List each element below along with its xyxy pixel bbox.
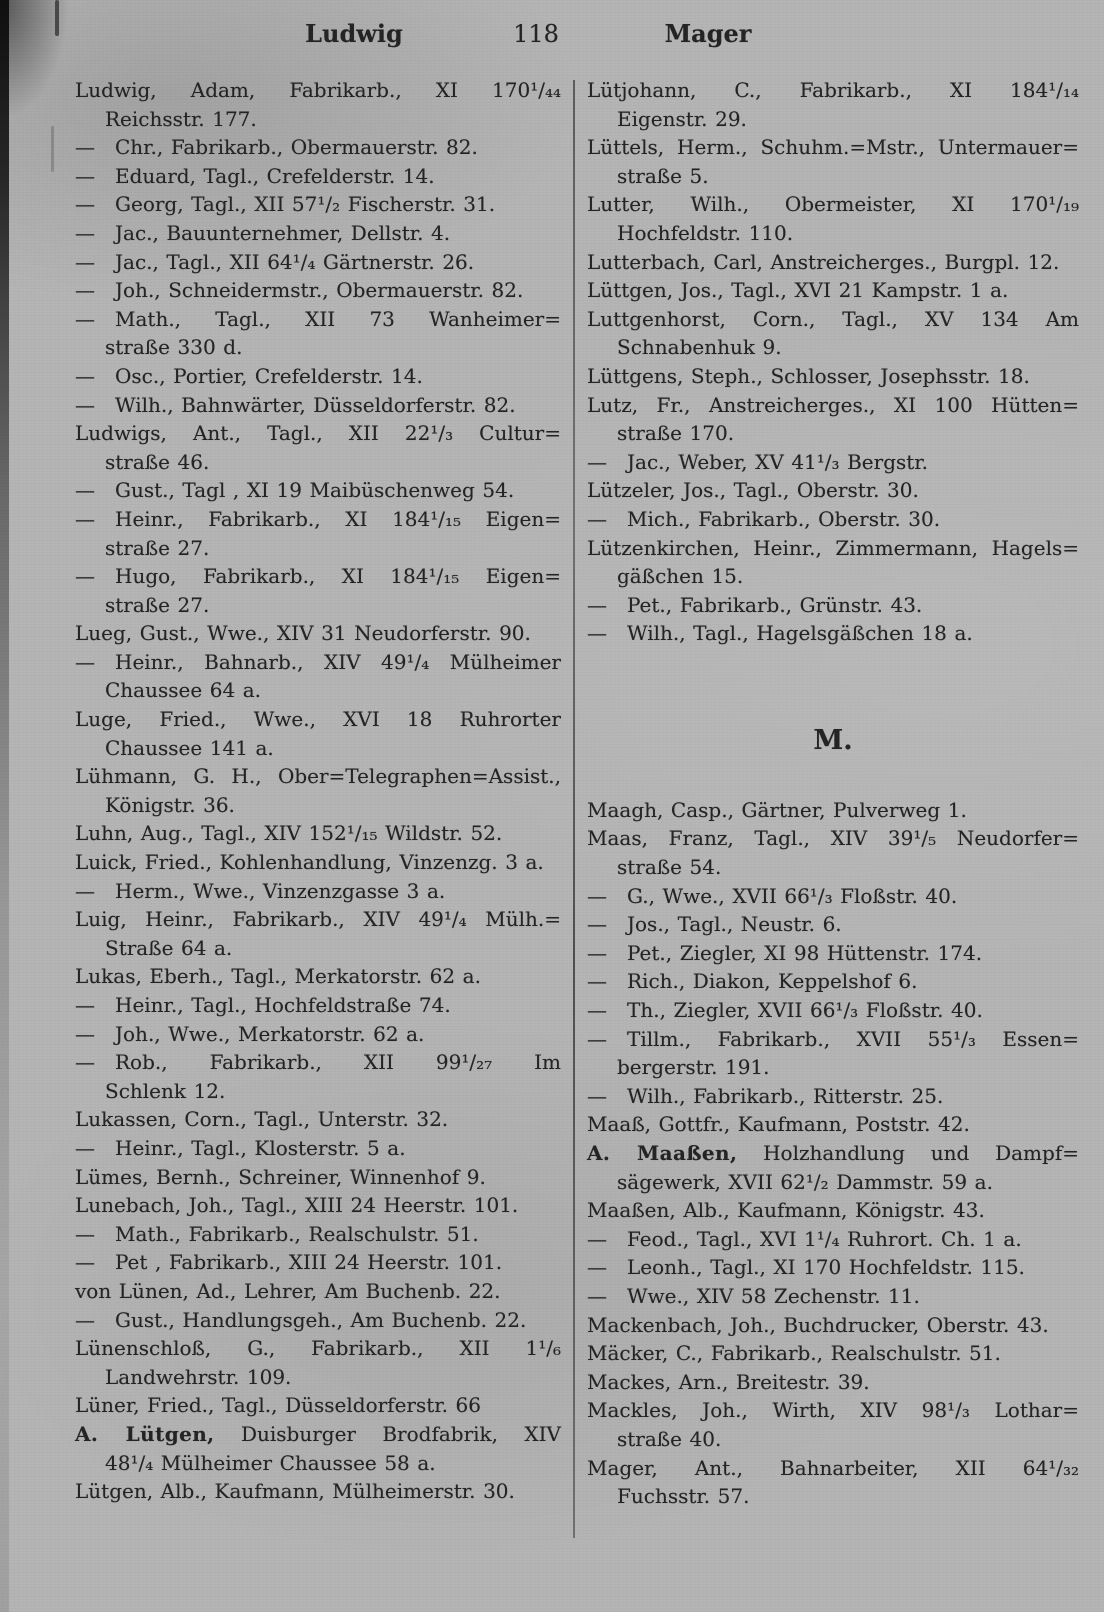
entry-line: — Tillm., Fabrikarb., XVII 55¹/₃ Essen= [587, 1026, 1079, 1051]
directory-entry [75, 1391, 561, 1420]
entry-line: — Jos., Tagl., Neustr. 6. [587, 912, 842, 937]
directory-entry [587, 1225, 1079, 1254]
directory-entry [587, 276, 1079, 305]
entry-line: straße 46. [105, 449, 210, 474]
entry-line: — Gust., Tagl , XI 19 Maibüschenweg 54. [75, 478, 515, 503]
directory-entry [75, 1477, 561, 1506]
directory-entry [587, 1253, 1079, 1282]
directory-entry [587, 1396, 1079, 1453]
entry-line: — Wilh., Tagl., Hagelsgäßchen 18 a. [587, 621, 973, 646]
entry-line: — Jac., Tagl., XII 64¹/₄ Gärtnerstr. 26. [75, 249, 475, 274]
entry-line: Lütjohann, C., Fabrikarb., XI 184¹/₁₄ [587, 78, 1079, 102]
entry-line: — Heinr., Tagl., Klosterstr. 5 a. [75, 1135, 406, 1160]
entry-line: — Math., Tagl., XII 73 Wanheimer= [75, 306, 561, 331]
scan-artifact-mark [51, 126, 54, 172]
entry-line: Landwehrstr. 109. [105, 1364, 292, 1389]
entry-line: Lueg, Gust., Wwe., XIV 31 Neudorferstr. 90. [75, 621, 531, 646]
entry-line: Schnabenhuk 9. [617, 335, 782, 360]
directory-entry [587, 996, 1079, 1025]
directory-entry [75, 76, 561, 133]
directory-entry [587, 476, 1079, 505]
entry-line: von Lünen, Ad., Lehrer, Am Buchenb. 22. [75, 1278, 501, 1303]
directory-entry [75, 133, 561, 162]
directory-entry [75, 762, 561, 819]
directory-entry [75, 505, 561, 562]
entry-line: gäßchen 15. [617, 564, 744, 589]
directory-entry [587, 796, 1079, 825]
directory-entry [587, 1110, 1079, 1139]
directory-entry [75, 819, 561, 848]
directory-entry [75, 1163, 561, 1192]
entry-line: — Herm., Wwe., Vinzenzgasse 3 a. [75, 878, 446, 903]
entry-line: Lutterbach, Carl, Anstreicherges., Burgpl. 12. [587, 249, 1060, 274]
directory-entry [587, 190, 1079, 247]
directory-entry [587, 1196, 1079, 1225]
page-number: 118 [513, 20, 559, 48]
entry-line: — Osc., Portier, Crefelderstr. 14. [75, 363, 423, 388]
entry-line: 48¹/₄ Mülheimer Chaussee 58 a. [105, 1450, 436, 1475]
directory-entry [75, 190, 561, 219]
entry-line: — Heinr., Tagl., Hochfeldstraße 74. [75, 993, 451, 1017]
entry-bold-name: A. Maaßen, [587, 1141, 738, 1165]
entry-line: — Georg, Tagl., XII 57¹/₂ Fischerstr. 31. [75, 192, 496, 217]
running-head-right-keyword: Mager [664, 19, 752, 48]
directory-entry [587, 362, 1079, 391]
directory-entry [75, 1105, 561, 1134]
directory-entry [75, 391, 561, 420]
entry-line: Hochfeldstr. 110. [617, 220, 794, 245]
directory-entry [75, 1306, 561, 1335]
entry-line: — Jac., Bauunternehmer, Dellstr. 4. [75, 220, 451, 245]
directory-entry [587, 448, 1079, 477]
entry-line: — Wilh., Fabrikarb., Ritterstr. 25. [587, 1083, 944, 1108]
right-column-m-entries [587, 796, 1079, 1511]
entry-line: straße 54. [617, 855, 722, 880]
directory-entry [75, 276, 561, 305]
entry-line: Ludwigs, Ant., Tagl., XII 22¹/₃ Cultur= [75, 421, 561, 446]
entry-line: Lunebach, Joh., Tagl., XIII 24 Heerstr. 101. [75, 1193, 519, 1218]
entry-line: Lützenkirchen, Heinr., Zimmermann, Hagels= [587, 535, 1079, 560]
entry-line: Eigenstr. 29. [617, 106, 747, 131]
entry-line: Mäcker, C., Fabrikarb., Realschulstr. 51. [587, 1341, 1001, 1366]
entry-line: — Math., Fabrikarb., Realschulstr. 51. [75, 1221, 479, 1246]
entry-line: — Rich., Diakon, Keppelshof 6. [587, 969, 918, 994]
entry-line: — Pet., Ziegler, XI 98 Hüttenstr. 174. [587, 940, 983, 965]
directory-entry [587, 1339, 1079, 1368]
entry-line: Lüttgen, Jos., Tagl., XVI 21 Kampstr. 1 a. [587, 278, 1009, 303]
entry-line: Schlenk 12. [105, 1078, 226, 1103]
entry-line: Maagh, Casp., Gärtner, Pulverweg 1. [587, 797, 967, 822]
section-gap [587, 648, 1079, 726]
directory-entry [587, 882, 1079, 911]
entry-line: Reichsstr. 177. [105, 106, 257, 131]
directory-entry [587, 591, 1079, 620]
directory-entry [75, 1334, 561, 1391]
directory-entry [587, 133, 1079, 190]
entry-line: — Pet , Fabrikarb., XIII 24 Heerstr. 101. [75, 1250, 503, 1275]
directory-entry [75, 1134, 561, 1163]
directory-entry [587, 505, 1079, 534]
directory-entry [75, 1420, 561, 1477]
directory-entry [75, 162, 561, 191]
entry-line: Chaussee 64 a. [105, 678, 262, 703]
directory-entry [587, 305, 1079, 362]
directory-entry [587, 967, 1079, 996]
entry-line: straße 330 d. [105, 335, 243, 360]
entry-line: — Pet., Fabrikarb., Grünstr. 43. [587, 592, 923, 617]
directory-entry [587, 1139, 1079, 1196]
entry-line: Luge, Fried., Wwe., XVI 18 Ruhrorter [75, 707, 561, 732]
entry-line: Mager, Ant., Bahnarbeiter, XII 64¹/₃₂ [587, 1455, 1079, 1480]
entry-line: straße 170. [617, 421, 735, 446]
entry-line: Lümes, Bernh., Schreiner, Winnenhof 9. [75, 1164, 486, 1189]
entry-line: — Hugo, Fabrikarb., XI 184¹/₁₅ Eigen= [75, 564, 561, 589]
entry-line: sägewerk, XVII 62¹/₂ Dammstr. 59 a. [617, 1169, 993, 1194]
entry-line: — Rob., Fabrikarb., XII 99¹/₂₇ Im [75, 1050, 561, 1075]
entry-line: Lukas, Eberh., Tagl., Merkatorstr. 62 a. [75, 964, 481, 989]
entry-line: Luhn, Aug., Tagl., XIV 152¹/₁₅ Wildstr. 52. [75, 821, 503, 846]
entry-line: Königstr. 36. [105, 792, 235, 817]
directory-entry [587, 534, 1079, 591]
entry-line: straße 27. [105, 592, 210, 617]
entry-line: — Mich., Fabrikarb., Oberstr. 30. [587, 506, 941, 531]
directory-entry [587, 1282, 1079, 1311]
directory-entry [75, 705, 561, 762]
directory-entry [587, 1454, 1079, 1511]
entry-line: Ludwig, Adam, Fabrikarb., XI 170¹/₄₄ [75, 78, 561, 102]
entry-line: — Th., Ziegler, XVII 66¹/₃ Floßstr. 40. [587, 998, 983, 1023]
directory-columns [75, 76, 1079, 1538]
directory-entry [75, 962, 561, 991]
entry-line: straße 5. [617, 163, 709, 188]
entry-line: A. Maaßen, Holzhandlung und Dampf= [587, 1141, 1079, 1165]
entry-line: — G., Wwe., XVII 66¹/₃ Floßstr. 40. [587, 883, 958, 908]
entry-line: — Wilh., Bahnwärter, Düsseldorferstr. 82. [75, 392, 516, 417]
directory-entry [75, 1048, 561, 1105]
directory-entry [75, 1191, 561, 1220]
section-heading-m: M. [813, 724, 853, 756]
entry-line: — Eduard, Tagl., Crefelderstr. 14. [75, 163, 435, 188]
directory-entry [75, 1020, 561, 1049]
running-head-left-keyword: Ludwig [305, 19, 403, 48]
directory-entry [75, 991, 561, 1020]
entry-line: — Gust., Handlungsgeh., Am Buchenb. 22. [75, 1307, 527, 1332]
entry-line: — Joh., Wwe., Merkatorstr. 62 a. [75, 1021, 425, 1046]
entry-line: Lühmann, G. H., Ober=Telegraphen=Assist., [75, 764, 561, 789]
entry-line: bergerstr. 191. [617, 1055, 770, 1080]
directory-entry [587, 1368, 1079, 1397]
entry-line: straße 27. [105, 535, 210, 560]
entry-line: Lukassen, Corn., Tagl., Unterstr. 32. [75, 1107, 449, 1132]
entry-line: — Jac., Weber, XV 41¹/₃ Bergstr. [587, 449, 929, 474]
directory-entry [587, 824, 1079, 881]
entry-line: — Wwe., XIV 58 Zechenstr. 11. [587, 1283, 920, 1308]
entry-line: — Joh., Schneidermstr., Obermauerstr. 82. [75, 278, 524, 303]
entry-line: Lutter, Wilh., Obermeister, XI 170¹/₁₉ [587, 192, 1079, 217]
directory-entry [75, 562, 561, 619]
directory-entry [75, 305, 561, 362]
entry-line: Maas, Franz, Tagl., XIV 39¹/₅ Neudorfer= [587, 826, 1079, 851]
directory-entry [75, 219, 561, 248]
directory-entry [75, 619, 561, 648]
directory-entry [587, 248, 1079, 277]
directory-entry [75, 877, 561, 906]
directory-entry [587, 76, 1079, 133]
entry-line: Lutz, Fr., Anstreicherges., XI 100 Hütten= [587, 392, 1079, 417]
directory-entry [75, 1277, 561, 1306]
directory-entry [75, 1248, 561, 1277]
directory-entry [587, 910, 1079, 939]
entry-line: Lütgen, Alb., Kaufmann, Mülheimerstr. 30. [75, 1479, 515, 1504]
directory-entry [75, 848, 561, 877]
entry-line: Chaussee 141 a. [105, 735, 274, 760]
column-divider-rule [573, 80, 575, 1538]
entry-line: Lüttgens, Steph., Schlosser, Josephsstr. 18. [587, 363, 1030, 388]
directory-entry [75, 648, 561, 705]
entry-line: — Chr., Fabrikarb., Obermauerstr. 82. [75, 135, 478, 160]
directory-entry [587, 939, 1079, 968]
directory-entry [75, 476, 561, 505]
entry-line: — Leonh., Tagl., XI 170 Hochfeldstr. 115. [587, 1255, 1025, 1280]
entry-line: — Feod., Tagl., XVI 1¹/₄ Ruhrort. Ch. 1 a. [587, 1226, 1022, 1251]
entry-line: Mackles, Joh., Wirth, XIV 98¹/₃ Lothar= [587, 1398, 1079, 1423]
directory-entry [75, 248, 561, 277]
entry-line: A. Lütgen, Duisburger Brodfabrik, XIV [75, 1421, 561, 1446]
directory-entry [75, 905, 561, 962]
entry-line: Maaßen, Alb., Kaufmann, Königstr. 43. [587, 1198, 985, 1223]
directory-entry [75, 362, 561, 391]
entry-line: — Heinr., Fabrikarb., XI 184¹/₁₅ Eigen= [75, 506, 561, 531]
directory-entry [75, 419, 561, 476]
entry-line: Lünenschloß, G., Fabrikarb., XII 1¹/₆ [75, 1336, 561, 1361]
running-head [0, 12, 1104, 56]
directory-entry [587, 391, 1079, 448]
entry-line: Mackenbach, Joh., Buchdrucker, Oberstr. 43. [587, 1312, 1049, 1337]
entry-bold-name: A. Lütgen, [75, 1421, 215, 1446]
entry-line: Lüner, Fried., Tagl., Düsseldorferstr. 66 [75, 1393, 481, 1418]
entry-line: Luick, Fried., Kohlenhandlung, Vinzenzg. 3 a. [75, 850, 544, 875]
entry-line: straße 40. [617, 1426, 722, 1451]
entry-line: Mackes, Arn., Breitestr. 39. [587, 1369, 870, 1394]
left-column [75, 76, 561, 1538]
entry-line: — Heinr., Bahnarb., XIV 49¹/₄ Mülheimer [75, 649, 561, 674]
directory-entry [587, 1311, 1079, 1340]
entry-line: Fuchsstr. 57. [617, 1484, 750, 1509]
right-column [587, 76, 1079, 1538]
entry-line: Luttgenhorst, Corn., Tagl., XV 134 Am [587, 306, 1079, 331]
entry-line: Maaß, Gottfr., Kaufmann, Poststr. 42. [587, 1112, 970, 1137]
directory-entry [587, 1082, 1079, 1111]
entry-line: Lützeler, Jos., Tagl., Oberstr. 30. [587, 478, 919, 503]
entry-line: Lüttels, Herm., Schuhm.=Mstr., Untermauer= [587, 135, 1079, 160]
directory-entry [75, 1220, 561, 1249]
right-column-l-entries [587, 76, 1079, 648]
entry-line: Straße 64 a. [105, 935, 233, 960]
scan-gutter-shadow [0, 0, 9, 1612]
directory-entry [587, 1025, 1079, 1082]
directory-entry [587, 619, 1079, 648]
entry-line: Luig, Heinr., Fabrikarb., XIV 49¹/₄ Mülh.= [75, 907, 561, 932]
